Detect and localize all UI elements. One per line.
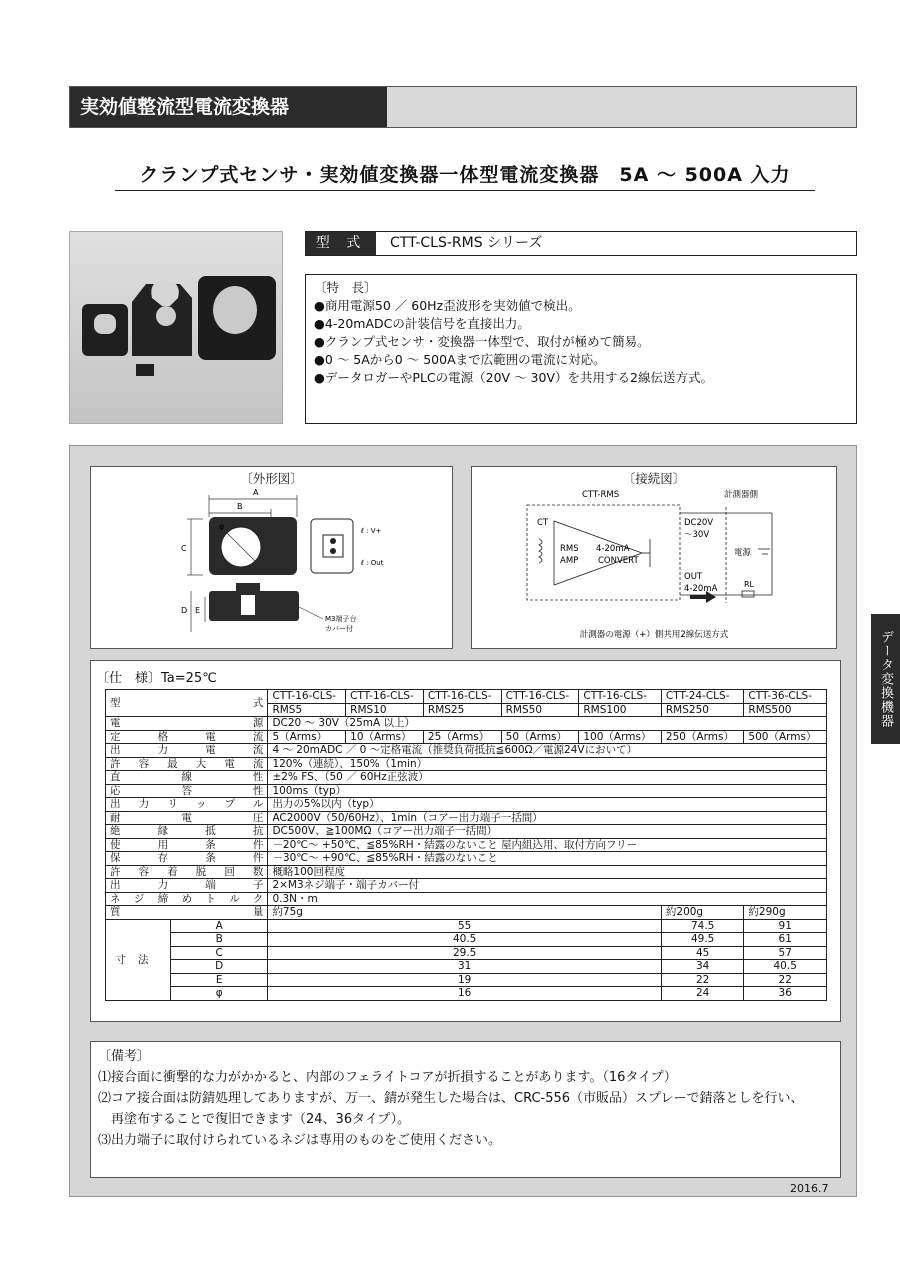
dim-c-label: C <box>181 544 187 553</box>
dim-value: 61 <box>744 933 827 947</box>
feature-item: ●4-20mADCの計装信号を直接出力。 <box>314 316 530 331</box>
table-row <box>106 825 827 839</box>
dim-key: φ <box>171 987 268 1001</box>
row-value: －20℃～ +50℃、≦85%RH・結露のないこと 屋内組込用、取付方向フリー <box>268 838 827 852</box>
table-row <box>106 771 827 785</box>
wiring-caption: 計測器の電源（+）側共用2線伝送方式 <box>579 630 729 640</box>
table-row <box>106 960 827 974</box>
wiring-diagram <box>472 467 836 648</box>
table-row <box>106 946 827 960</box>
features-box <box>305 274 857 424</box>
terminal-out-label: ℓ : Out <box>361 559 384 567</box>
note-item: ⑵コア接合面は防錆処理してありますが、万一、錆が発生した場合は、CRC-556（市販品）スプレーで錆落としを行い、 <box>98 1091 804 1106</box>
feature-item: ●商用電源50 ／ 60Hz歪波形を実効値で検出。 <box>314 298 581 313</box>
feature-item: ●クランプ式センサ・変換器一体型で、取付が極めて簡易。 <box>314 334 650 349</box>
wiring-dc-label-2: ～30V <box>684 530 710 540</box>
row-label: 定格電流 <box>106 730 268 744</box>
row-label: 許容最大電流 <box>106 757 268 771</box>
wiring-convert-label-1: 4-20mA <box>596 544 630 554</box>
table-row <box>106 690 827 704</box>
row-value: 出力の5%以内（typ） <box>268 798 827 812</box>
model-cell: CTT-16-CLS- <box>346 690 424 704</box>
dim-a-label: A <box>253 488 259 497</box>
spec-box <box>90 660 841 1022</box>
row-label: 型式 <box>106 690 268 717</box>
dim-value: 40.5 <box>268 933 661 947</box>
row-label: 使用条件 <box>106 838 268 852</box>
model-cell: CTT-16-CLS- <box>268 690 346 704</box>
dim-e-label: E <box>195 606 201 615</box>
row-value: DC20 ～ 30V（25mA 以上） <box>268 717 827 731</box>
terminal-note-2: カバー付 <box>325 625 353 633</box>
wiring-rms-label-2: AMP <box>560 556 579 566</box>
dim-key: A <box>171 919 268 933</box>
terminal-block-view <box>311 519 353 573</box>
features-title: 〔特 長〕 <box>314 280 377 295</box>
row-label: 出力端子 <box>106 879 268 893</box>
dim-value: 16 <box>268 987 661 1001</box>
row-value: DC500V、≧100MΩ（コアー出力端子一括間） <box>268 825 827 839</box>
table-row <box>106 933 827 947</box>
model-box <box>305 231 857 256</box>
row-value: 120%（連続）、150%（1min） <box>268 757 827 771</box>
dim-value: 49.5 <box>661 933 744 947</box>
wiring-rl-label: RL <box>744 580 755 589</box>
row-label: ネジ締めトルク <box>106 892 268 906</box>
row-label: 質量 <box>106 906 268 920</box>
small-sensor-image <box>82 304 128 356</box>
table-row <box>106 798 827 812</box>
mass-cell: 約75g <box>268 906 661 920</box>
table-row <box>106 919 827 933</box>
model-cell: RMS5 <box>268 703 346 717</box>
large-sensor-image <box>198 276 276 360</box>
dim-value: 91 <box>744 919 827 933</box>
rated-cell: 50（Arms） <box>501 730 579 744</box>
wiring-convert-label-2: CONVERT <box>598 556 639 566</box>
outline-drawing-box <box>90 466 453 649</box>
row-value: 100ms（typ） <box>268 784 827 798</box>
row-label: 耐電圧 <box>106 811 268 825</box>
side-index-tab[interactable]: データ変換機器 <box>871 614 900 744</box>
terminal-cover-image <box>136 364 154 376</box>
dim-value: 22 <box>744 973 827 987</box>
model-cell: CTT-16-CLS- <box>501 690 579 704</box>
table-row <box>106 892 827 906</box>
table-row <box>106 838 827 852</box>
model-cell: RMS50 <box>501 703 579 717</box>
dim-key: D <box>171 960 268 974</box>
rated-cell: 25（Arms） <box>423 730 501 744</box>
dim-value: 57 <box>744 946 827 960</box>
model-value: CTT-CLS-RMS シリーズ <box>390 235 543 251</box>
terminal-note-1: M3端子台 <box>325 615 357 623</box>
rated-cell: 500（Arms） <box>744 730 827 744</box>
mass-cell: 約290g <box>744 906 827 920</box>
table-row <box>106 865 827 879</box>
spec-table <box>105 689 827 1001</box>
row-label: 絶縁抵抗 <box>106 825 268 839</box>
dim-value: 31 <box>268 960 661 974</box>
model-cell: RMS25 <box>423 703 501 717</box>
dim-b-label: B <box>237 502 243 511</box>
table-row <box>106 852 827 866</box>
feature-item: ●0 ～ 5Aから0 ～ 500Aまで広範囲の電流に対応。 <box>314 352 606 367</box>
wiring-diagram-box <box>471 466 837 649</box>
wiring-out-label-2: 4-20mA <box>684 584 718 594</box>
dim-value: 29.5 <box>268 946 661 960</box>
terminal-plus-label: ℓ : V+ <box>361 527 382 535</box>
model-cell: CTT-24-CLS- <box>661 690 744 704</box>
wiring-title: 〔接続図〕 <box>622 471 686 486</box>
rated-cell: 100（Arms） <box>579 730 662 744</box>
wiring-rms-label-1: RMS <box>560 544 579 554</box>
row-value: 2×M3ネジ端子・端子カバー付 <box>268 879 827 893</box>
row-value: 0.3N・m <box>268 892 827 906</box>
table-row <box>106 757 827 771</box>
model-cell: RMS10 <box>346 703 424 717</box>
model-cell: RMS100 <box>579 703 662 717</box>
dim-value: 24 <box>661 987 744 1001</box>
model-cell: RMS250 <box>661 703 744 717</box>
medium-sensor-image <box>132 280 192 356</box>
dim-d-label: D <box>181 606 188 615</box>
row-value: ±2% FS、（50 ／ 60Hz正弦波） <box>268 771 827 785</box>
rated-cell: 5（Arms） <box>268 730 346 744</box>
table-row <box>106 784 827 798</box>
model-cell: CTT-16-CLS- <box>579 690 662 704</box>
row-label: 寸法 <box>106 919 171 1000</box>
dim-value: 22 <box>661 973 744 987</box>
spec-title: 〔仕 様〕Ta=25℃ <box>96 671 217 686</box>
page-header <box>69 86 857 128</box>
wiring-meter-side-label: 計測器側 <box>724 490 759 500</box>
model-label: 型 式 <box>306 232 376 255</box>
model-cell: RMS500 <box>744 703 827 717</box>
model-cell: CTT-36-CLS- <box>744 690 827 704</box>
dim-value: 74.5 <box>661 919 744 933</box>
wiring-ct-label: CT <box>537 518 549 528</box>
dim-value: 19 <box>268 973 661 987</box>
table-row <box>106 973 827 987</box>
dim-value: 40.5 <box>744 960 827 974</box>
sensor-side-view <box>209 583 299 621</box>
category-title: 実効値整流型電流変換器 <box>70 87 387 127</box>
wiring-power-label: 電源 <box>734 548 752 558</box>
notes-title: 〔備考〕 <box>98 1049 151 1064</box>
row-label: 保存条件 <box>106 852 268 866</box>
model-cell: CTT-16-CLS- <box>423 690 501 704</box>
rated-cell: 250（Arms） <box>661 730 744 744</box>
row-value: 4 ～ 20mADC ／ 0 ～定格電流（推奨負荷抵抗≦600Ω／電源24Vにおいて） <box>268 744 827 758</box>
table-row <box>106 811 827 825</box>
dim-phi-label: φ <box>219 522 225 531</box>
dim-value: 36 <box>744 987 827 1001</box>
row-label: 電源 <box>106 717 268 731</box>
note-item: 再塗布することで復旧できます（24、36タイプ）。 <box>98 1112 411 1127</box>
outline-drawing <box>91 467 452 648</box>
table-row <box>106 879 827 893</box>
row-label: 許容着脱回数 <box>106 865 268 879</box>
dim-value: 45 <box>661 946 744 960</box>
feature-item: ●データロガーやPLCの電源（20V ～ 30V）を共用する2線伝送方式。 <box>314 370 713 385</box>
row-value: －30℃～ +90℃、≦85%RH・結露のないこと <box>268 852 827 866</box>
note-item: ⑶出力端子に取付けられているネジは専用のものをご使用ください。 <box>98 1133 502 1148</box>
dim-key: C <box>171 946 268 960</box>
dim-value: 55 <box>268 919 661 933</box>
mass-cell: 約200g <box>661 906 744 920</box>
table-row <box>106 717 827 731</box>
table-row <box>106 906 827 920</box>
table-row <box>106 987 827 1001</box>
table-row <box>106 730 827 744</box>
product-photo <box>69 231 283 424</box>
wiring-device-label: CTT-RMS <box>582 490 620 500</box>
rated-cell: 10（Arms） <box>346 730 424 744</box>
row-label: 応答性 <box>106 784 268 798</box>
row-label: 出力リップル <box>106 798 268 812</box>
row-label: 出力電流 <box>106 744 268 758</box>
note-item: ⑴接合面に衝撃的な力がかかると、内部のフェライトコアが折損することがあります。（16タイプ） <box>98 1070 677 1085</box>
dim-key: E <box>171 973 268 987</box>
dim-value: 34 <box>661 960 744 974</box>
wiring-out-label-1: OUT <box>684 572 703 582</box>
product-subtitle: クランプ式センサ・実効値変換器一体型電流変換器 5A ～ 500A 入力 <box>115 160 815 191</box>
row-label: 直線性 <box>106 771 268 785</box>
wiring-dc-label-1: DC20V <box>684 518 714 528</box>
dim-key: B <box>171 933 268 947</box>
row-value: 概略100回程度 <box>268 865 827 879</box>
publish-date: 2016.7 <box>790 1182 829 1195</box>
table-row <box>106 744 827 758</box>
outline-title: 〔外形図〕 <box>240 471 303 486</box>
row-value: AC2000V（50/60Hz）、1min（コアー出力端子一括間） <box>268 811 827 825</box>
notes-box <box>90 1041 841 1178</box>
